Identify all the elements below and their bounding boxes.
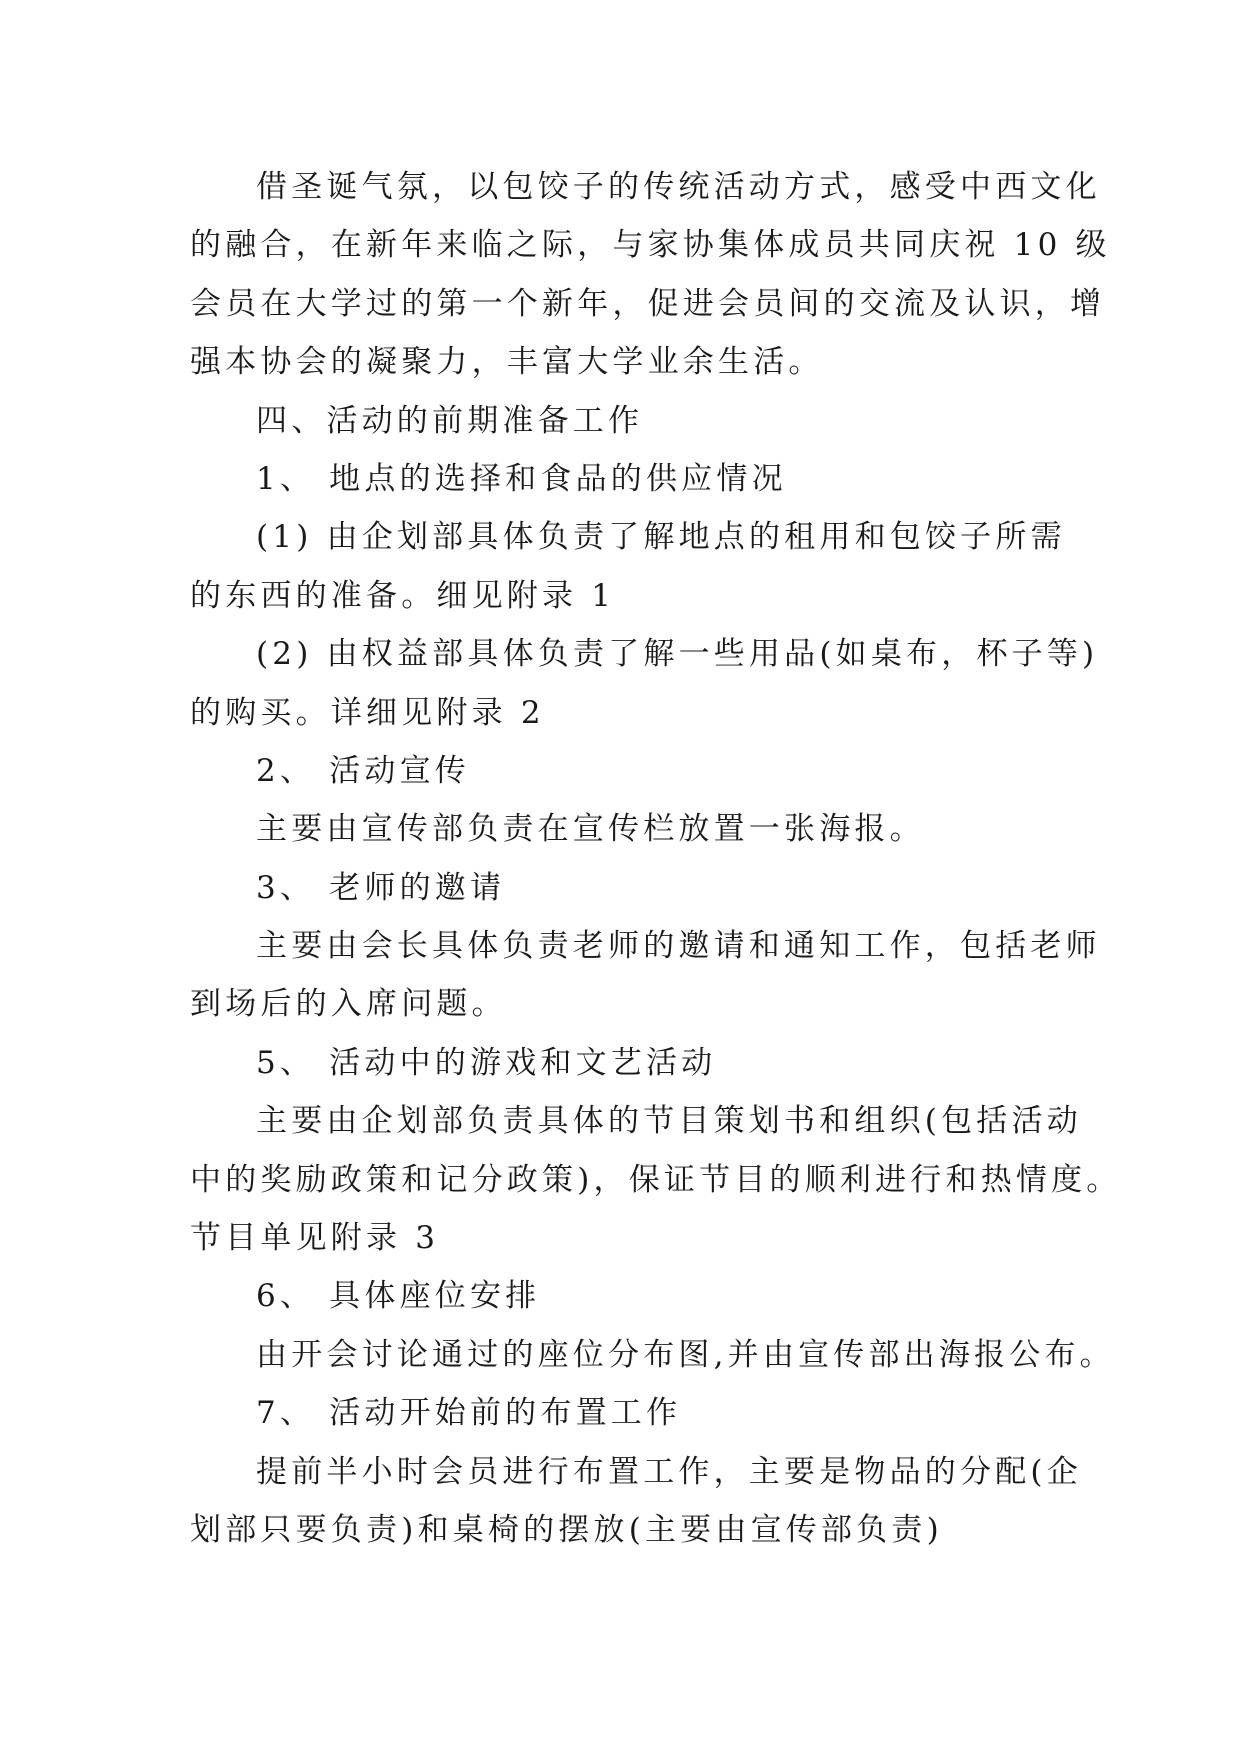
text-line: 会员在大学过的第一个新年，促进会员间的交流及认识，增 [190, 285, 1106, 322]
text-line: 7、 活动开始前的布置工作 [256, 1395, 682, 1432]
text-line: 的融合，在新年来临之际，与家协集体成员共同庆祝 10 级 [190, 227, 1111, 264]
text-line: 提前半小时会员进行布置工作，主要是物品的分配(企 [256, 1453, 1082, 1490]
text-line: 的东西的准备。细见附录 1 [190, 577, 616, 614]
text-line: 的购买。详细见附录 2 [190, 694, 545, 731]
text-line: 2、 活动宣传 [256, 752, 470, 789]
text-line: 主要由会长具体负责老师的邀请和通知工作，包括老师 [256, 928, 1101, 965]
text-line: 四、活动的前期准备工作 [256, 402, 644, 439]
text-line: 3、 老师的邀请 [256, 869, 506, 906]
text-line: 6、 具体座位安排 [256, 1278, 541, 1315]
text-line: 由开会讨论通过的座位分布图,并由宣传部出海报公布。 [256, 1336, 1115, 1373]
text-line: 主要由企划部负责具体的节目策划书和组织(包括活动 [256, 1103, 1082, 1140]
text-line: 到场后的入席问题。 [190, 986, 507, 1023]
text-line: 1、 地点的选择和食品的供应情况 [256, 460, 787, 497]
text-line: 5、 活动中的游戏和文艺活动 [256, 1044, 717, 1081]
text-line: 借圣诞气氛，以包饺子的传统活动方式，感受中西文化 [256, 169, 1101, 205]
text-line: 节目单见附录 3 [190, 1220, 440, 1257]
text-line: 中的奖励政策和记分政策)，保证节目的顺利进行和热情度。 [190, 1161, 1122, 1198]
text-line: 强本协会的凝聚力，丰富大学业余生活。 [190, 344, 824, 381]
text-line: (2) 由权益部具体负责了解一些用品(如桌布，杯子等) [256, 636, 1099, 673]
text-line: 主要由宣传部负责在宣传栏放置一张海报。 [256, 811, 925, 848]
text-line: (1) 由企划部具体负责了解地点的租用和包饺子所需 [256, 519, 1066, 556]
document-body [190, 158, 1122, 1559]
text-line: 划部只要负责)和桌椅的摆放(主要由宣传部负责) [190, 1511, 943, 1548]
